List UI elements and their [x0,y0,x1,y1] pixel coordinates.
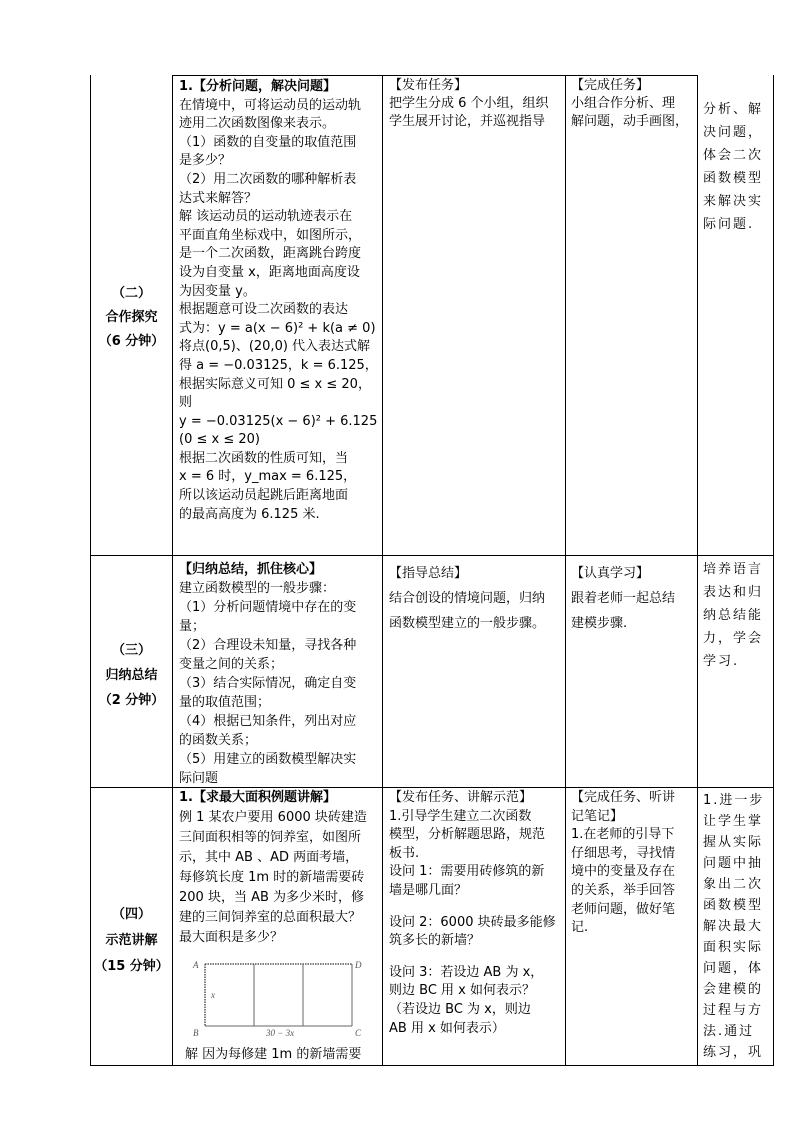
text-line: 设问 3：若设边 AB 为 x， [389,964,544,980]
design-intent-cell [703,790,764,1063]
text-line: 结合创设的情境问题，归纳 [389,591,546,606]
text-line: 体会二次 [703,148,764,163]
text-line: 迹用二次函数图像来表示。 [179,116,336,132]
text-line: 练习，巩 [703,1045,764,1060]
text-line: （5）用建立的函数模型解决实 [179,752,357,767]
feeding-room-figure [190,958,365,1038]
text-line: （15 分钟） [94,959,169,974]
text-line: 得 a = −0.03125，k = 6.125， [179,357,378,373]
text-line: 的关系，举手回答 [571,882,676,898]
text-line: 象出二次 [703,877,764,892]
design-intent-cell [703,558,763,673]
text-line: 【认真学习】 [571,566,650,581]
student-activity-cell [571,561,675,636]
text-line: 际问题. [703,217,755,232]
text-line: 过程与方 [703,1003,764,1018]
text-line: 墙是哪几面？ [389,882,468,898]
table-border [90,1065,774,1066]
text-line: （三） [111,643,151,658]
text-line: 【完成任务、听讲 [571,790,676,805]
text-line: 跟着老师一起总结 [571,591,676,606]
text-line: 小组合作分析、理 [571,96,676,111]
text-line: 握从实际 [703,835,764,850]
text-line: 会建模的 [703,982,764,997]
text-line: 每修筑长度 1m 时的新墙需要砖 [179,870,365,885]
text-line: 式为：y = a(x − 6)² + k(a ≠ 0) [179,320,376,336]
text-line: 达式来解答？ [179,190,258,206]
text-line: 合作探究 [105,310,158,325]
text-line: 1.【求最大面积例题讲解】 [179,790,336,805]
text-line: 解 因为每修建 1m 的新墙需要 [185,1047,362,1062]
text-line: 来解决实 [703,194,764,209]
text-line: 学生展开讨论，并巡视指导 [389,114,546,129]
text-line: 【归纳总结，抓住核心】 [179,562,323,577]
text-line: 建模步骤. [571,616,628,631]
text-line: 仔细思考，寻找情 [571,845,676,861]
text-line: 1.进一步 [703,793,765,808]
text-line: 三间面积相等的饲养室，如图所 [179,830,362,845]
text-line: 例 1 某农户要用 6000 块砖建造 [179,810,367,825]
text-line: (0 ≤ x ≤ 20) [179,432,260,448]
text-line: 根据实际意义可知 0 ≤ x ≤ 20， [179,376,371,392]
text-line: （1）函数的自变量的取值范围 [179,134,357,150]
text-line: 建立函数模型的一般步骤： [179,581,336,596]
teacher-activity-cell [389,789,556,1038]
text-line: 问题，体 [703,961,764,976]
content-cell [179,560,356,788]
table-border [565,75,566,1066]
table-border [382,75,383,1066]
content-cell [179,788,367,948]
content-cell-continued [185,1046,361,1064]
text-line: 200 块，当 AB 为多少米时，修 [179,890,365,905]
text-line: 建的三间饲养室的总面积最大？ [179,910,362,925]
text-line: 则 [179,395,193,411]
text-line: 归纳总结 [105,668,158,683]
text-line: 表达和归 [703,585,764,600]
text-line: 设为自变量 x，距离地面高度设 [179,264,360,280]
text-line: 函数模型 [703,171,764,186]
text-line: 板书. [389,845,420,861]
content-cell [179,78,378,524]
text-line: （6 分钟） [98,334,165,349]
stage-cell [91,638,172,713]
text-line: 示范讲解 [105,933,158,948]
text-line [389,901,556,914]
text-line: 分析、解 [703,102,764,117]
text-line: 设问 1：需要用砖修筑的新 [389,864,545,880]
text-line: 在情境中，可将运动员的运动轨 [179,97,362,113]
text-line: （2）用二次函数的哪种解析表 [179,171,357,187]
teacher-activity-cell [389,561,545,636]
text-line: （4）根据已知条件，列出对应 [179,714,357,729]
table-border [172,75,173,1066]
text-line: 将点(0,5)、(20,0) 代入表达式解 [179,339,371,355]
text-line: 平面直角坐标戏中，如图所示， [179,227,362,243]
student-activity-cell [571,77,688,131]
text-line: 则边 BC 用 x 如何表示？ [389,983,535,999]
text-line: 设问 2：6000 块砖最多能修 [389,914,556,930]
figure-label-a: A [193,960,199,970]
text-line: （2）合理设未知量，寻找各种 [179,638,357,653]
stage-cell [91,282,172,354]
text-line: 量的取值范围； [179,695,271,710]
figure-label-x: x [211,990,215,1000]
text-line: 【完成任务】 [571,78,650,93]
text-line: 函数模型建立的一般步骤。 [389,616,546,631]
text-line: 纳总结能 [703,608,764,623]
text-line: 模型，分析解题思路，规范 [389,827,546,843]
figure-label-c: C [355,1028,362,1038]
table-border [697,75,698,1066]
text-line: AB 用 x 如何表示） [389,1020,505,1036]
text-line: 把学生分成 6 个小组，组织 [389,96,549,111]
text-line: （3）结合实际情况，确定自变 [179,676,357,691]
figure-label-bottom: 30 − 3x [266,1028,295,1038]
text-line: 根据题意可设二次函数的表达 [179,302,349,318]
text-line: 量； [179,619,206,634]
text-line: 解问题，动手画图， [571,114,689,129]
text-line: 问题中抽 [703,856,764,871]
text-line: 的函数关系； [179,733,258,748]
text-line: （2 分钟） [98,693,165,708]
text-line: 记笔记】 [571,808,624,824]
text-line: （若设边 BC 为 x，则边 [389,1001,531,1017]
text-line: 1.在老师的引导下 [571,827,675,843]
text-line: x = 6 时，y_max = 6.125， [179,469,357,485]
text-line: 面积实际 [703,940,764,955]
text-line: 1.引导学生建立二次函数 [389,808,532,824]
text-line: 力，学会 [703,631,764,646]
text-line: y = −0.03125(x − 6)² + 6.125 [179,413,378,429]
text-line: 1.【分析问题，解决问题】 [179,79,336,94]
text-line: 是多少？ [179,153,232,169]
text-line: （1）分析问题情境中存在的变 [179,600,357,615]
stage-cell [91,902,172,980]
text-line: 筑多长的新墙？ [389,933,481,949]
table-border [90,555,774,556]
student-activity-cell [571,789,675,938]
text-line: 学习. [703,654,740,669]
text-line: 是一个二次函数，距离跳台跨度 [179,246,362,262]
table-border [773,75,774,1066]
text-line: 的最高高度为 6.125 米. [179,506,320,522]
text-line: 最大面积是多少？ [179,930,284,945]
text-line: （四） [111,907,151,922]
text-line: 记. [571,920,589,936]
text-line: 为因变量 y。 [179,283,256,299]
text-line: 境中的变量及存在 [571,864,676,880]
text-line: 际问题 [179,771,219,786]
text-line: 让学生掌 [703,814,764,829]
teacher-activity-cell [389,77,549,131]
text-line: 【发布任务、讲解示范】 [389,790,533,805]
text-line: （二） [111,286,151,301]
design-intent-cell [703,98,763,236]
text-line [389,951,556,964]
text-line: 所以该运动员起跳后距离地面 [179,488,349,504]
figure-label-b: B [193,1028,199,1038]
figure-label-d: D [355,960,362,970]
text-line: 【发布任务】 [389,78,468,93]
table-border [172,75,698,76]
text-line: 老师问题，做好笔 [571,901,676,917]
text-line: 示，其中 AB 、AD 两面考墙， [179,850,359,865]
text-line: 变量之间的关系； [179,657,284,672]
text-line: 根据二次函数的性质可知，当 [179,450,349,466]
text-line: 解决最大 [703,919,764,934]
text-line: 【指导总结】 [389,566,468,581]
text-line: 法.通过 [703,1024,755,1039]
text-line: 培养语言 [703,562,764,577]
text-line: 决问题， [703,125,764,140]
text-line: 函数模型 [703,898,764,913]
text-line: 解 该运动员的运动轨迹表示在 [179,209,353,225]
